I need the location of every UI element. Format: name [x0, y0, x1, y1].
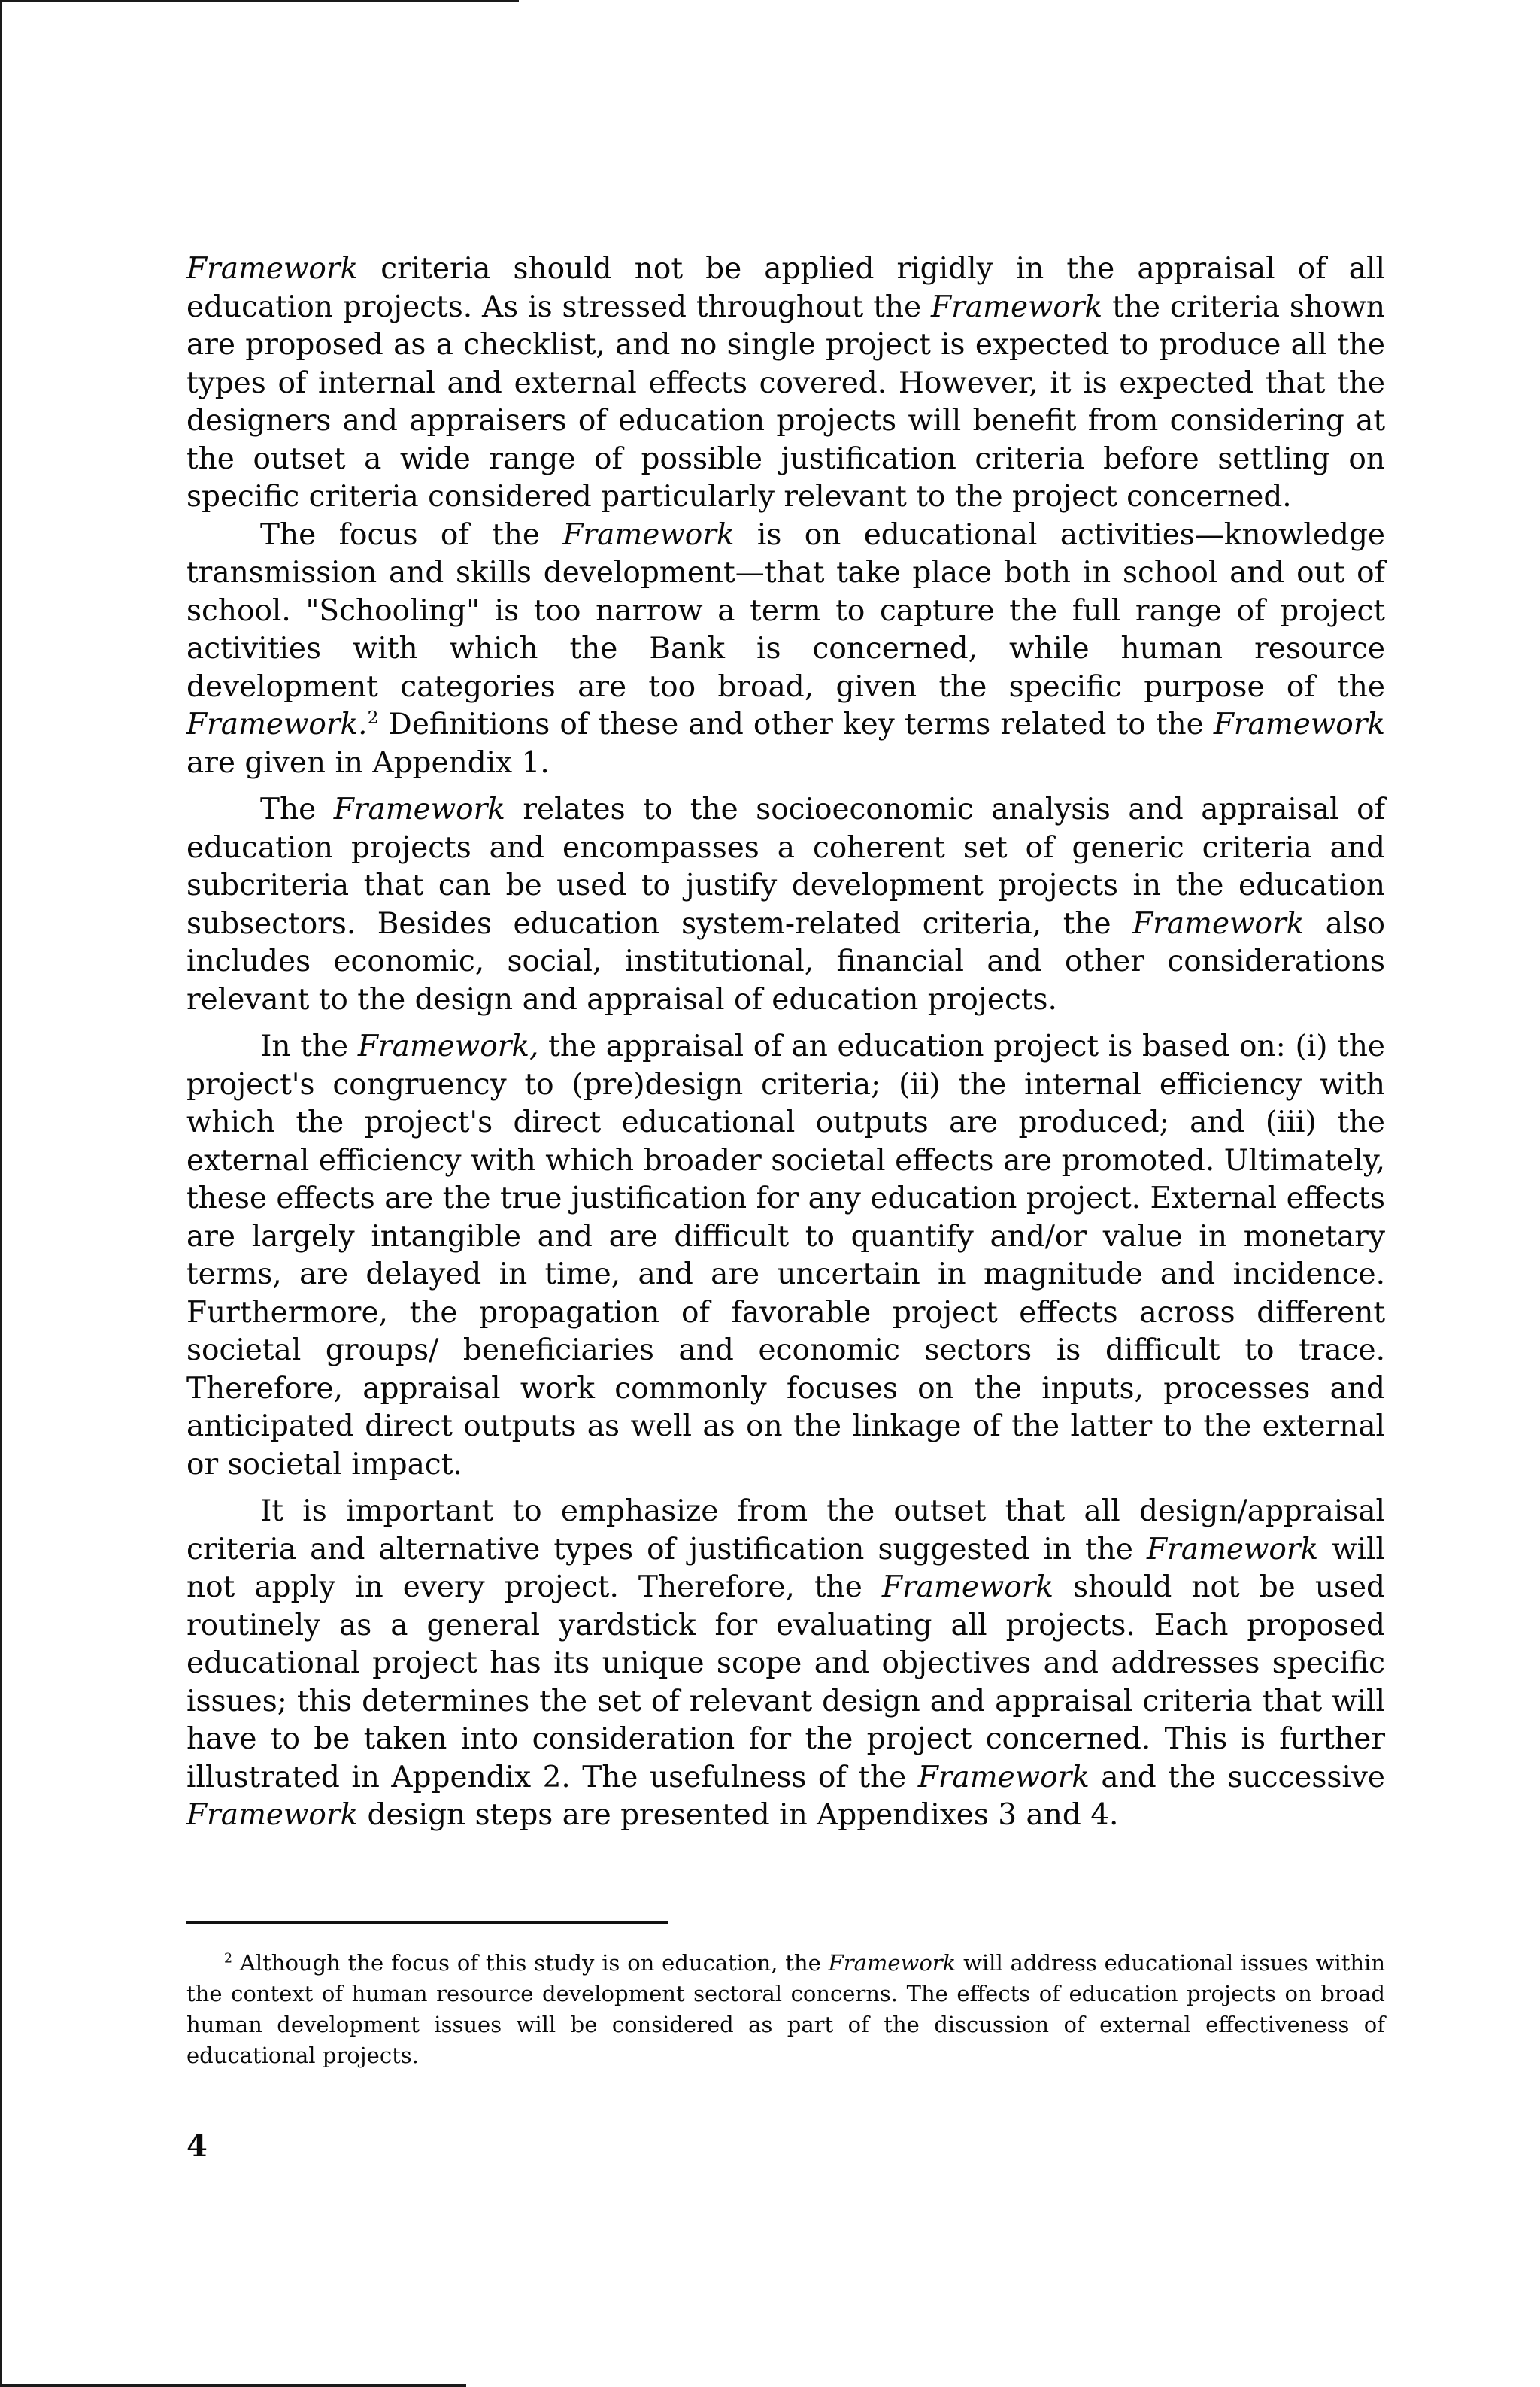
text-run: also includes economic, social, institutional, financial and other considerations relevant to the design and appraisal of education projects.: [186, 906, 1385, 1017]
italic-term: Framework: [917, 1760, 1090, 1794]
paragraph: [186, 1028, 1385, 1484]
italic-term: Framework.: [186, 708, 368, 742]
paragraph: [186, 250, 1385, 517]
text-run: In the: [260, 1030, 358, 1063]
text-run: The focus of the: [260, 517, 563, 552]
italic-term: Framework: [828, 1950, 956, 1976]
text-run: the criteria shown are proposed as a checklist, and no single project is expected to produce all the types of internal and external effects covered. However, it is expected that the designers and appraisers of education projects will benefit from considering at the outset a wide range of possible justification criteria before settling on specific criteria considered particularly relevant to the project concerned.: [186, 290, 1385, 514]
page-number: 4: [186, 2128, 208, 2164]
text-run: criteria should not be applied rigidly in the appraisal of all education projects. As is stressed throughout the: [186, 252, 1385, 324]
scan-bottom-edge: [0, 2384, 466, 2387]
text-run: will not apply in every project. Therefore, the: [186, 1532, 1386, 1604]
scan-left-edge: [0, 0, 2, 2387]
footnote: [186, 1948, 1385, 2071]
scan-top-edge: [0, 0, 519, 2]
italic-term: Framework: [186, 1798, 359, 1832]
text-run: is on educational activities—knowledge transmission and skills development—that take place both in school and out of school. "Schooling" is too narrow a term to capture the full range of project activities with which the Bank is concerned, while human resource development categories are too broad, given the specific purpose of the: [186, 517, 1385, 704]
paragraph: [186, 791, 1385, 1019]
italic-term: Framework,: [357, 1030, 539, 1063]
italic-term: Framework: [562, 517, 735, 552]
text-run: Definitions of these and other key terms related to the: [378, 708, 1214, 742]
body-text: [186, 250, 1385, 1835]
italic-term: Framework: [186, 252, 359, 286]
italic-term: Framework: [931, 290, 1103, 324]
paragraph: [186, 1493, 1385, 1835]
text-run: The: [260, 793, 334, 827]
text-run: the appraisal of an education project is based on: (i) the project's congruency to (pre)design criteria; (ii) the internal efficiency with which the project's direct educational outputs are produced; and (iii) the external efficiency with which broader societal effects are promoted. Ultimately, these effects are the true justification for any education project. External effects are largely intangible and are difficult to quantify and/or value in monetary terms, are delayed in time, and are uncertain in magnitude and incidence. Furthermore, the propagation of favorable project effects across different societal groups/ beneficiaries and economic sectors is difficult to trace. Therefore, appraisal work commonly focuses on the inputs, processes and anticipated direct outputs as well as on the linkage of the latter to the external or societal impact.: [186, 1030, 1386, 1482]
text-run: are given in Appendix 1.: [186, 745, 550, 780]
footnote-marker: 2: [367, 707, 379, 728]
text-run: will address educational issues within the context of human resource development sectoral concerns. The effects of education projects on broad human development issues will be considered as part of the discussion of external effectiveness of educational projects.: [186, 1950, 1385, 2068]
italic-term: Framework: [333, 793, 505, 827]
text-run: design steps are presented in Appendixes 3 and 4.: [358, 1798, 1119, 1832]
italic-term: Framework: [1146, 1532, 1319, 1567]
footnote-marker: 2: [224, 1951, 233, 1967]
text-run: Although the focus of this study is on education, the: [232, 1950, 829, 1976]
italic-term: Framework: [1132, 906, 1305, 941]
text-run: It is important to emphasize from the outset that all design/appraisal criteria and alternative types of justification suggested in the: [186, 1494, 1385, 1567]
italic-term: Framework: [1213, 708, 1385, 742]
text-run: and the successive: [1089, 1760, 1386, 1794]
footnote-separator: [186, 1921, 668, 1924]
text-run: should not be used routinely as a general yardstick for evaluating all projects. Each proposed educational project has its unique scope and objectives and addresses specific issues; this determines the set of relevant design and appraisal criteria that will have to be taken into consideration for the project concerned. This is further illustrated in Appendix 2. The usefulness of the: [186, 1570, 1385, 1794]
italic-term: Framework: [881, 1570, 1054, 1604]
text-run: relates to the socioeconomic analysis and appraisal of education projects and encompasses a coherent set of generic criteria and subcriteria that can be used to justify development projects in the education subsectors. Besides education system-related criteria, the: [186, 793, 1385, 941]
paragraph: [186, 517, 1385, 783]
